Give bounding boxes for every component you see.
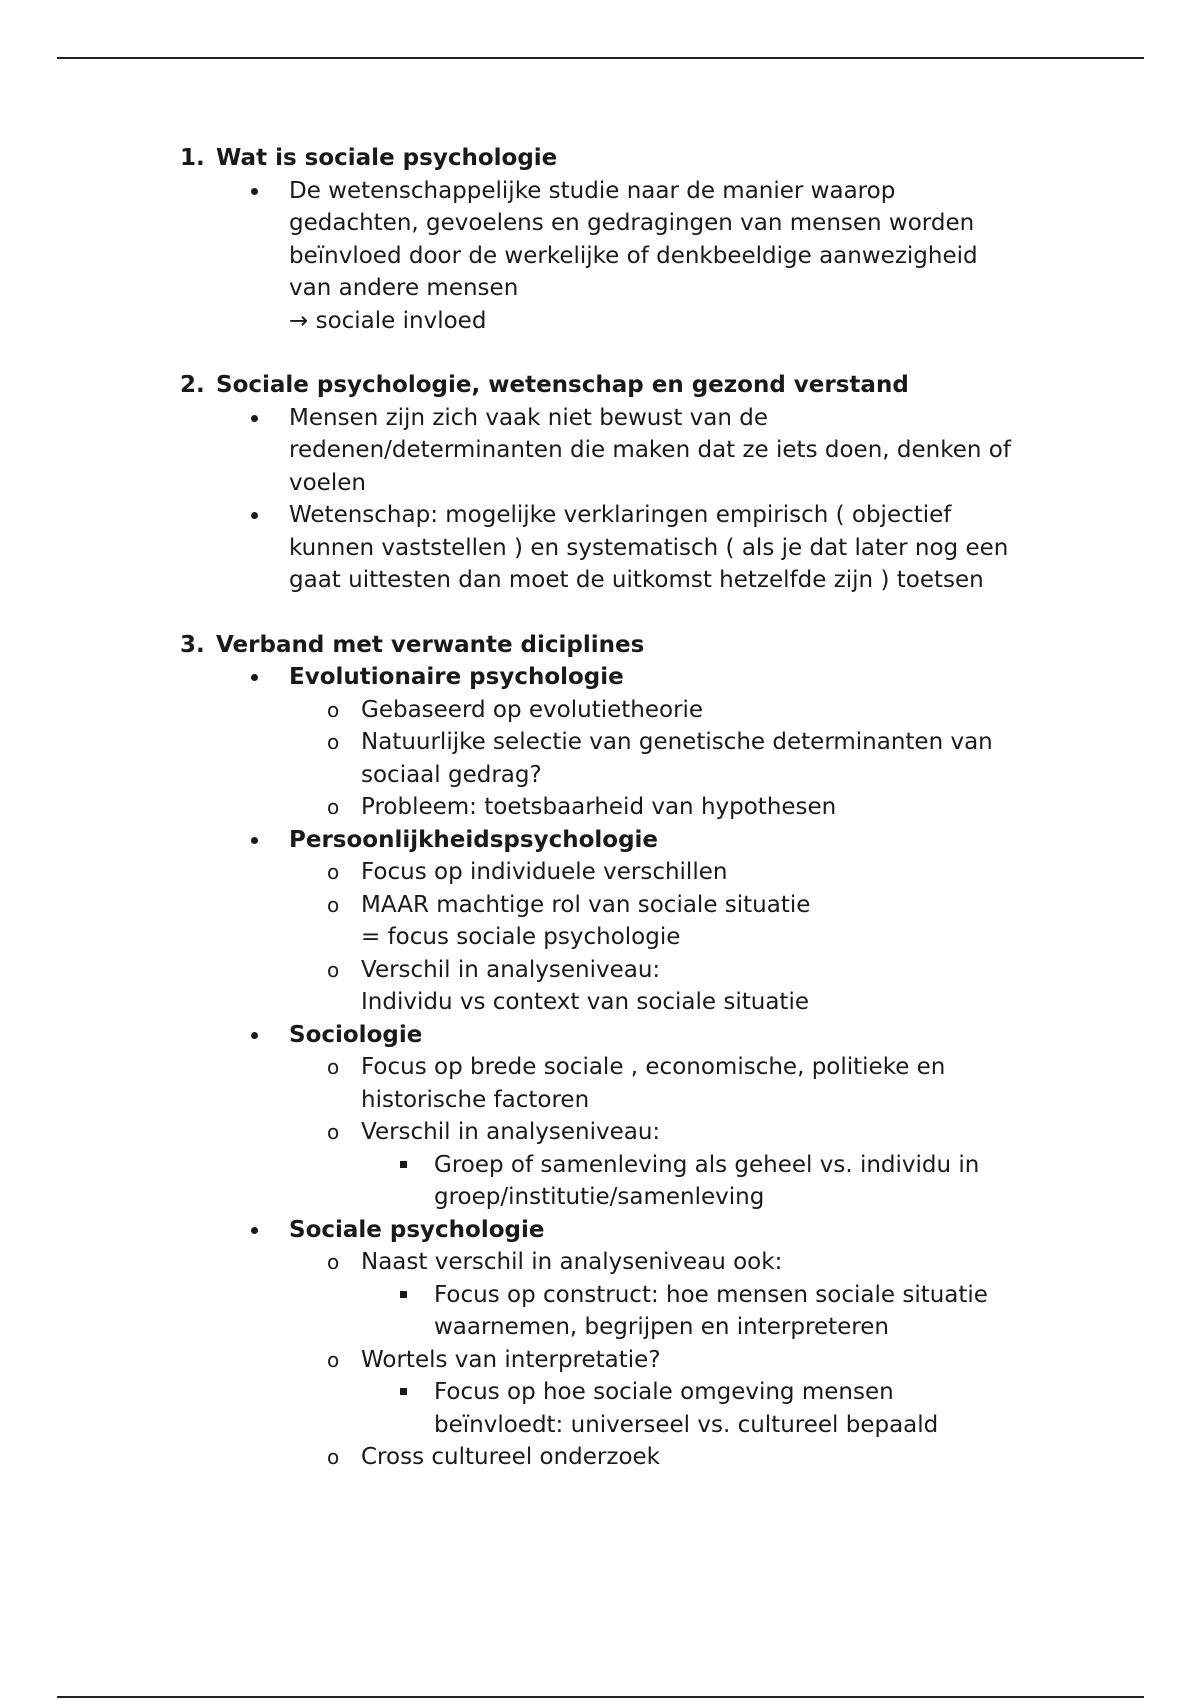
section-title: Sociale psychologie, wetenschap en gezond verstand [216,372,909,398]
sub-sub-item [0,1279,1054,1344]
sub-item [0,889,1061,954]
bullet-line: voelen [289,469,366,496]
sub-item [0,1344,1061,1377]
circle-bullet-icon: o [327,860,340,884]
circle-bullet-icon: o [327,1250,340,1274]
bullet-item [0,402,1049,500]
bullet-line: van andere mensen [289,275,519,301]
topic-title: Persoonlijkheidspsychologie [289,826,659,853]
section-number: 2. [180,372,205,398]
sub-item-line: Verschil in analyseniveau: [361,956,661,983]
arrow-text: sociale invloed [315,307,487,334]
square-bullet-icon [400,1291,407,1298]
sub-item [0,726,1061,791]
bullet-line [289,305,1049,338]
sub-item [0,791,1061,824]
sub-item [0,1246,1061,1279]
sub-item-line: Wortels van interpretatie? [361,1346,661,1373]
topic-item [0,661,1049,694]
sub-item-line: Verschil in analyseniveau: [361,1119,661,1145]
sub-sub-item-line: groep/institutie/samenleving [434,1184,765,1210]
header-rule [57,57,1144,59]
circle-bullet-icon: o [327,892,340,917]
circle-bullet-icon: o [327,730,340,754]
sub-item-line: Natuurlijke selectie van genetische determinanten van [361,729,993,755]
sub-item-line: = focus sociale psychologie [361,924,681,950]
bullet-line: redenen/determinanten die maken dat ze iets doen, denken of [289,437,1011,463]
circle-bullet-icon: o [327,1120,340,1144]
circle-bullet-icon: o [327,1055,340,1079]
topic-title: Sociale psychologie [289,1216,545,1243]
bullet-item [0,499,1049,597]
bullet-line: Mensen zijn zich vaak niet bewust van de [289,404,769,431]
topic-item [0,824,1049,857]
topic-item [0,1214,1049,1247]
sub-sub-item-line: Groep of samenleving als geheel vs. individu in [434,1151,980,1178]
section-2 [0,369,1200,597]
sub-item [0,694,1061,727]
section-title: Verband met verwante diciplines [216,631,645,658]
circle-bullet-icon: o [327,1445,340,1469]
circle-bullet-icon: o [327,1347,340,1372]
sub-item [0,856,1061,889]
sub-sub-item-line: beïnvloedt: universeel vs. cultureel bepaald [434,1411,939,1438]
circle-bullet-icon: o [327,957,340,982]
sub-item-line: Individu vs context van sociale situatie [361,989,809,1015]
section-number: 1. [180,145,205,171]
section-heading [0,369,1200,402]
topic-title: Sociologie [289,1021,423,1048]
sub-item [0,954,1061,1019]
bullet-line: Wetenschap: mogelijke verklaringen empirisch ( objectief [289,502,952,528]
circle-bullet-icon: o [327,795,340,819]
sub-item-line: Naast verschil in analyseniveau ook: [361,1249,783,1275]
topic-item [0,1019,1049,1052]
bullet-line: De wetenschappelijke studie naar de manier waarop [289,177,896,204]
sub-item [0,1116,1061,1149]
circle-bullet-icon: o [327,697,340,722]
section-heading [0,629,1200,662]
bullet-line: gaat uittesten dan moet de uitkomst hetzelfde zijn ) toetsen [289,567,984,593]
sub-item-line: Cross cultureel onderzoek [361,1444,660,1470]
footer-rule [57,1696,1144,1698]
sub-item-line: Probleem: toetsbaarheid van hypothesen [361,794,837,820]
sub-item [0,1051,1061,1116]
sub-item-line: Gebaseerd op evolutietheorie [361,696,704,723]
section-heading [0,142,1200,175]
topic-title: Evolutionaire psychologie [289,664,624,690]
square-bullet-icon [400,1161,407,1168]
bullet-item [0,175,1049,338]
arrow-right-icon: → [289,307,309,334]
sub-item-line: Focus op individuele verschillen [361,859,728,885]
sub-item-line: MAAR machtige rol van sociale situatie [361,891,811,918]
section-number: 3. [180,631,205,658]
sub-item-line: Focus op brede sociale , economische, politieke en [361,1054,946,1080]
section-title: Wat is sociale psychologie [216,145,558,171]
section-3 [0,629,1200,1474]
square-bullet-icon [400,1388,407,1395]
sub-item-line: sociaal gedrag? [361,761,542,788]
sub-sub-item-line: Focus op hoe sociale omgeving mensen [434,1379,894,1405]
bullet-line: gedachten, gevoelens en gedragingen van mensen worden [289,210,975,236]
bullet-line: kunnen vaststellen ) en systematisch ( als je dat later nog een [289,534,1009,561]
sub-item-line: historische factoren [361,1086,590,1113]
sub-item [0,1441,1061,1474]
sub-sub-item-line: Focus op construct: hoe mensen sociale situatie [434,1281,988,1308]
sub-sub-item-line: waarnemen, begrijpen en interpreteren [434,1314,889,1340]
document-body [0,142,1200,1474]
bullet-line: beïnvloed door de werkelijke of denkbeeldige aanwezigheid [289,242,978,269]
sub-sub-item [0,1149,1054,1214]
sub-sub-item [0,1376,1054,1441]
section-1 [0,142,1200,337]
